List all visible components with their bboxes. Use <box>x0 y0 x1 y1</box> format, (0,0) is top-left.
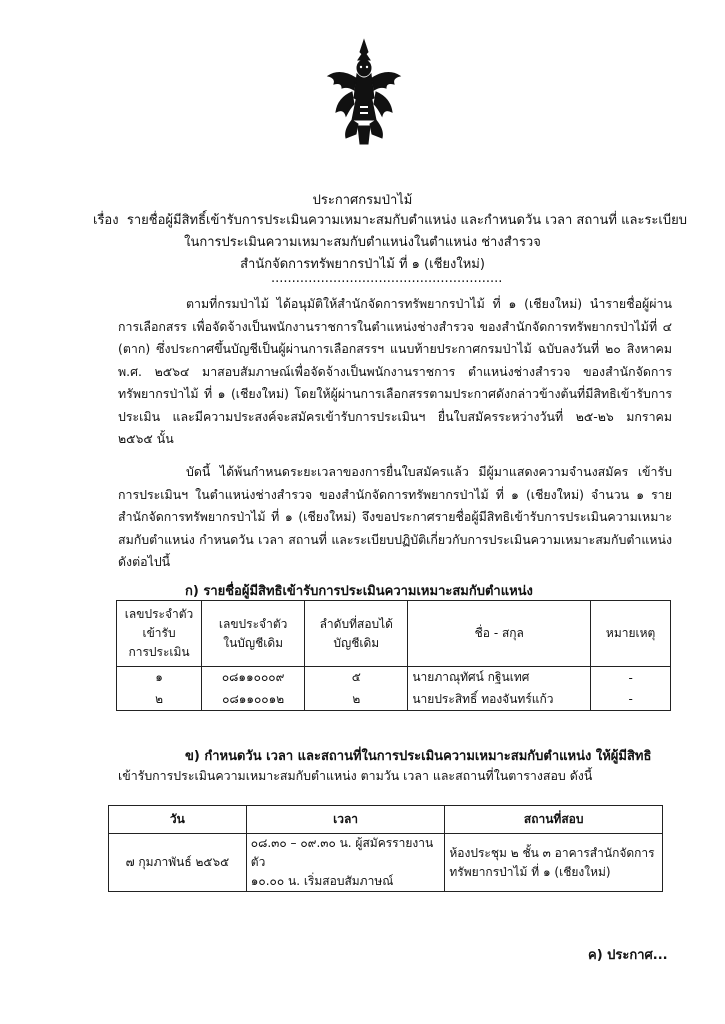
body-paragraph-2 <box>118 461 672 574</box>
subject-prefix: เรื่อง <box>93 213 119 228</box>
exam-date: ๗ กุมภาพันธ์ ๒๕๖๕ <box>109 834 247 892</box>
col-place: สถานที่สอบ <box>445 806 663 834</box>
header-divider: ........................................................ <box>271 271 503 286</box>
schedule-table <box>108 805 663 892</box>
table-row <box>109 834 663 892</box>
col-assessment-id: เลขประจำตัว เข้ารับ การประเมิน <box>117 601 202 667</box>
continued-note: ค) ประกาศ... <box>588 948 668 963</box>
table-row: ๒ ๐๘๑๑๐๐๑๒ ๒ นายประสิทธิ์ ทองจันทร์แก้ว - <box>117 689 671 711</box>
col-full-name: ชื่อ - สกุล <box>408 601 591 667</box>
candidate-table-header <box>117 601 671 667</box>
col-time: เวลา <box>246 806 445 834</box>
candidate-table <box>116 600 671 711</box>
exam-time: ๐๘.๓๐ – ๐๙.๓๐ น. ผู้สมัครรายงานตัว ๑๐.๐๐ น. เริ่มสอบสัมภาษณ์ <box>246 834 445 892</box>
body-paragraph-1 <box>118 293 672 451</box>
subject-line-1: รายชื่อผู้มีสิทธิ์เข้ารับการประเมินความเหมาะสมกับตำแหน่ง และกำหนดวัน เวลา สถานที่ และระเบียบ <box>126 213 687 228</box>
subject-row <box>93 209 687 230</box>
col-date: วัน <box>109 806 247 834</box>
col-old-rank: ลำดับที่สอบได้ บัญชีเดิม <box>305 601 408 667</box>
section-b-heading-cont: เข้ารับการประเมินความเหมาะสมกับตำแหน่ง ตามวัน เวลา และสถานที่ในตารางสอบ ดังนี้ <box>118 768 593 783</box>
section-b-heading: ข) กำหนดวัน เวลา และสถานที่ในการประเมินความเหมาะสมกับตำแหน่ง ให้ผู้มีสิทธิ <box>185 749 652 764</box>
paragraph-1-text: ตามที่กรมป่าไม้ ได้อนุมัติให้สำนักจัดการทรัพยากรป่าไม้ ที่ ๑ (เชียงใหม่) นำรายชื่อผู้ผ่านการเลือกสรร เพื่อจัดจ้างเป็นพนักงานราชการในตำแหน่งช่างสำรวจ ของสำนักจัดการทรัพยากรป่าไม้ที่ ๔ (ตาก) ซึ่งประกาศขึ้นบัญชีเป็นผู้ผ่านการเลือกสรรฯ แนบท้ายประกาศกรมป่าไม้ ฉบับลงวันที่ ๒๐ สิงหาคม พ.ศ. ๒๕๖๔ มาสอบสัมภาษณ์เพื่อจัดจ้างเป็นพนักงานราชการ ตำแหน่งช่างสำรวจ ของสำนักจัดการทรัพยากรป่าไม้ ที่ ๑ (เชียงใหม่) โดยให้ผู้ผ่านการเลือกสรรตามประกาศดังกล่าวข้างต้นที่มีสิทธิเข้ารับการประเมิน และมีความประสงค์จะสมัครเข้ารับการประเมินฯ ยื่นใบสมัครระหว่างวันที่ ๒๕-๒๖ มกราคม ๒๕๖๕ นั้น <box>118 296 672 446</box>
subject-line-2: ในการประเมินความเหมาะสมกับตำแหน่งในตำแหน่ง ช่างสำรวจ <box>184 235 541 250</box>
col-old-list-id: เลขประจำตัว ในบัญชีเดิม <box>202 601 305 667</box>
exam-place: ห้องประชุม ๒ ชั้น ๓ อาคารสำนักจัดการ ทรัพยากรป่าไม้ ที่ ๑ (เชียงใหม่) <box>445 834 663 892</box>
col-remark: หมายเหตุ <box>591 601 671 667</box>
announcement-title: ประกาศกรมป่าไม้ <box>312 193 413 208</box>
garuda-emblem <box>322 38 406 146</box>
section-a-heading: ก) รายชื่อผู้มีสิทธิเข้ารับการประเมินความเหมาะสมกับตำแหน่ง <box>185 584 533 599</box>
paragraph-2-text: บัดนี้ ได้พ้นกำหนดระยะเวลาของการยื่นใบสมัครแล้ว มีผู้มาแสดงความจำนงสมัคร เข้ารับการประเมินฯ ในตำแหน่งช่างสำรวจ ของสำนักจัดการทรัพยากรป่าไม้ ที่ ๑ (เชียงใหม่) จำนวน ๑ ราย สำนักจัดการทรัพยากรป่าไม้ ที่ ๑ (เชียงใหม่) จึงขอประกาศรายชื่อผู้มีสิทธิเข้ารับการประเมินความเหมาะสมกับตำแหน่ง กำหนดวัน เวลา สถานที่ และระเบียบปฏิบัติเกี่ยวกับการประเมินความเหมาะสมกับตำแหน่งดังต่อไปนี้ <box>118 464 672 569</box>
schedule-table-header <box>109 806 663 834</box>
subject-line-3: สำนักจัดการทรัพยากรป่าไม้ ที่ ๑ (เชียงใหม่) <box>240 257 485 272</box>
table-row: ๑ ๐๘๑๑๐๐๐๙ ๕ นายภาณุทัศน์ กฐินเทศ - <box>117 667 671 689</box>
